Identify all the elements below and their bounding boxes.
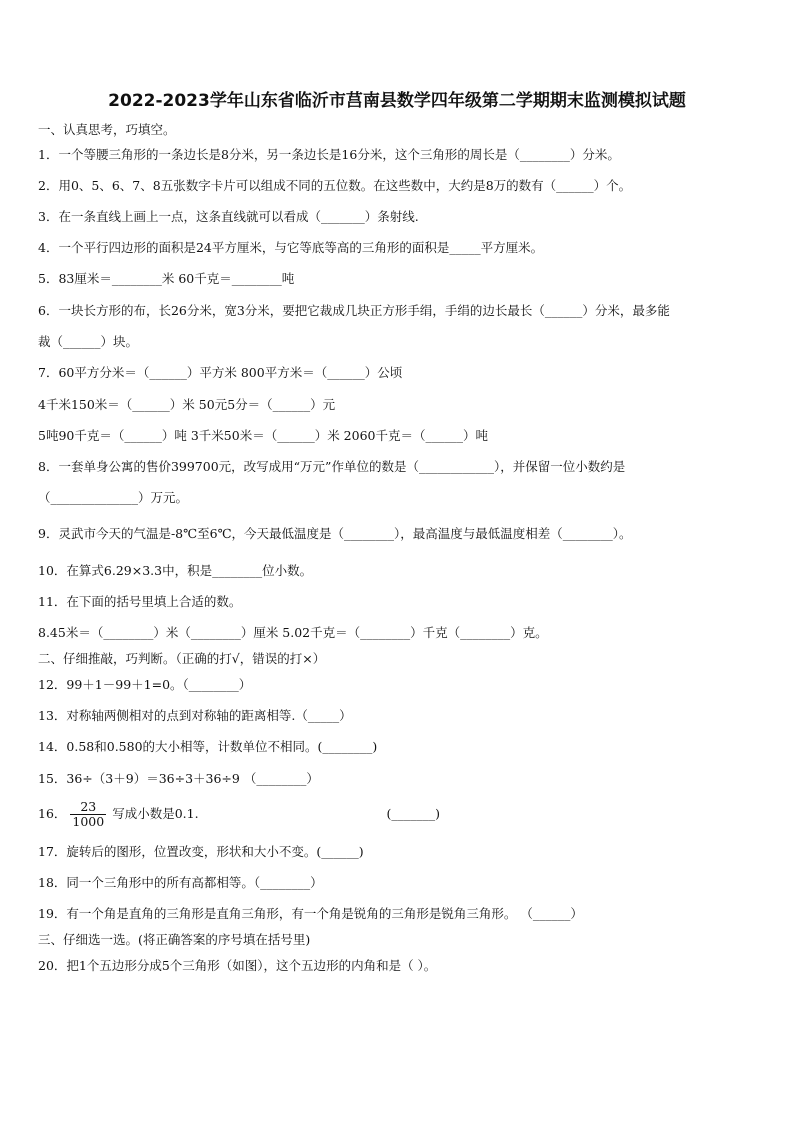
question-line: 3．在一条直线上画上一点，这条直线就可以看成（_______）条射线. [38, 209, 419, 224]
question-line: 12．99＋1－99＋1=0。（________） [38, 677, 252, 692]
question-line: 13．对称轴两侧相对的点到对称轴的距离相等.（_____） [38, 708, 352, 723]
fraction [70, 800, 106, 829]
question-line: 5吨90千克＝（______）吨 3千米50米＝（______）米 2060千克＝（______）吨 [38, 428, 488, 443]
question-line: 19．有一个角是直角的三角形是直角三角形，有一个角是锐角的三角形是锐角三角形。 （______） [38, 906, 583, 921]
question-line: 二、仔细推敲，巧判断。（正确的打√，错误的打×） [38, 651, 326, 666]
question-line: 20．把1个五边形分成5个三角形（如图），这个五边形的内角和是（ ）。 [38, 958, 437, 973]
question-line: 10．在算式6.29×3.3中，积是________位小数。 [38, 563, 313, 578]
question-line: 4．一个平行四边形的面积是24平方厘米，与它等底等高的三角形的面积是_____平方厘米。 [38, 240, 544, 255]
fraction-numerator: 23 [70, 800, 106, 815]
question-16-text: 写成小数是0.1. [112, 806, 199, 821]
question-line: 4千米150米＝（______）米 50元5分＝（______）元 [38, 397, 336, 412]
question-16-number: 16． [38, 806, 67, 821]
question-line: 2．用0、5、6、7、8五张数字卡片可以组成不同的五位数。在这些数中，大约是8万的数有（______）个。 [38, 178, 632, 193]
page-title: 2022-2023学年山东省临沂市莒南县数学四年级第二学期期末监测模拟试题 [108, 91, 686, 111]
question-line: 7．60平方分米＝（______）平方米 800平方米＝（______）公顷 [38, 365, 403, 380]
question-line: 9．灵武市今天的气温是-8℃至6℃，今天最低温度是（________），最高温度与最低温度相差（________）。 [38, 526, 632, 541]
question-line: （______________）万元。 [38, 490, 189, 505]
question-line: 8．一套单身公寓的售价399700元，改写成用“万元”作单位的数是（____________），并保留一位小数约是 [38, 459, 626, 474]
question-line: 5．83厘米＝________米 60千克＝________吨 [38, 271, 295, 286]
question-line: 6．一块长方形的布，长26分米，宽3分米，要把它裁成几块正方形手绢，手绢的边长最长（______）分米，最多能 [38, 303, 670, 318]
question-line: 14．0.58和0.580的大小相等，计数单位不相同。(________) [38, 739, 378, 754]
question-line: 裁（______）块。 [38, 334, 139, 349]
question-line: 18．同一个三角形中的所有高都相等。（________） [38, 875, 323, 890]
question-line: 1．一个等腰三角形的一条边长是8分米，另一条边长是16分米，这个三角形的周长是（________）分米。 [38, 147, 620, 162]
question-line: 17．旋转后的图形，位置改变，形状和大小不变。(______) [38, 844, 364, 859]
question-16-answer: (_______) [386, 806, 441, 821]
question-line: 三、仔细选一选。(将正确答案的序号填在括号里) [38, 932, 311, 947]
fraction-denominator: 1000 [72, 814, 105, 829]
question-line: 11．在下面的括号里填上合适的数。 [38, 594, 242, 609]
question-line: 15．36÷（3＋9）＝36÷3＋36÷9 （________） [38, 771, 319, 786]
question-line: 一、认真思考，巧填空。 [38, 122, 176, 137]
question-line: 8.45米＝（________）米（________）厘米 5.02千克＝（________）千克（________）克。 [38, 625, 548, 640]
question-16 [38, 800, 440, 829]
